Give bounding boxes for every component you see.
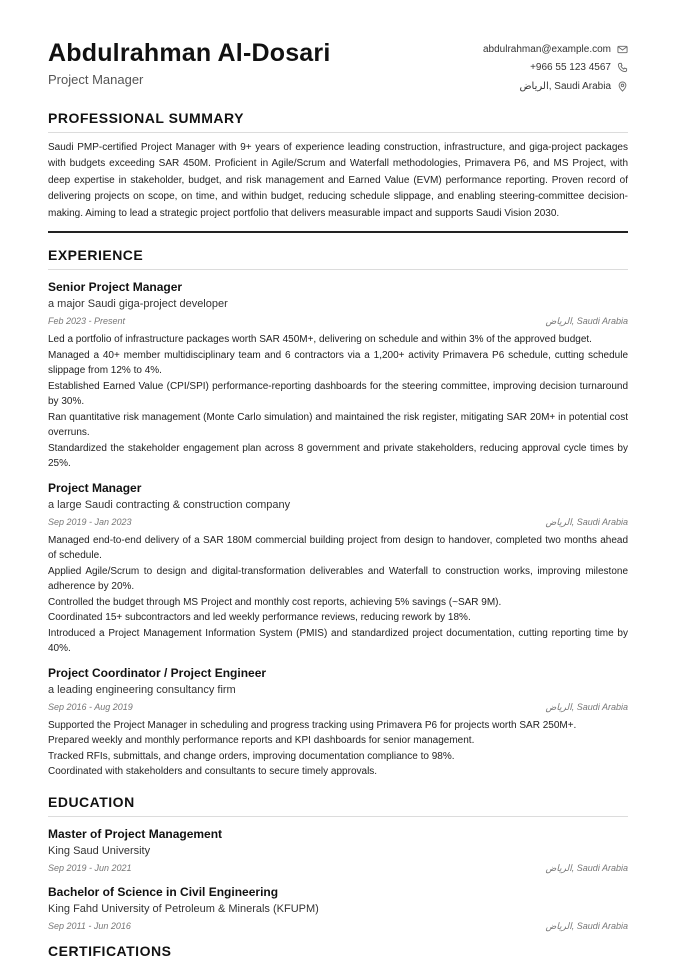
job-organization: a leading engineering consultancy firm <box>48 683 236 696</box>
job-meta <box>48 700 628 714</box>
institution-name: King Saud University <box>48 844 151 857</box>
job-location: الرياض, Saudi Arabia <box>545 516 628 527</box>
education-section <box>48 794 628 933</box>
job-dates: Feb 2023 - Present <box>48 316 126 327</box>
job-bullets <box>48 718 628 780</box>
job-title: Senior Project Manager <box>48 280 183 295</box>
job-bullet: Controlled the budget through MS Project and monthly cost reports, achieving 5% savings (~SAR 9M). <box>48 596 502 608</box>
job-entry <box>48 279 628 472</box>
contact-email[interactable] <box>483 40 628 59</box>
identity-block <box>48 38 330 87</box>
contact-location-text: الرياض, Saudi Arabia <box>519 80 611 92</box>
institution-name: King Fahd University of Petroleum & Minerals (KFUPM) <box>48 902 319 915</box>
contact-phone-text[interactable]: +966 55 123 4567 <box>530 62 611 74</box>
candidate-role: Project Manager <box>48 72 144 87</box>
degree-title: Bachelor of Science in Civil Engineering <box>48 884 279 899</box>
job-bullets <box>48 533 628 657</box>
section-divider <box>48 231 628 233</box>
job-bullet: Introduced a Project Management Information System (PMIS) and standardized project documentation, cutting reporting time by 40%. <box>48 627 628 655</box>
job-bullet: Coordinated 15+ subcontractors and led weekly performance reviews, reducing rework by 18%. <box>48 612 471 624</box>
mail-icon <box>617 44 628 55</box>
location-pin-icon <box>617 81 628 92</box>
job-bullet: Ran quantitative risk management (Monte Carlo simulation) and maintained the risk register, mitigating SAR 20M+ in potential cost overruns. <box>48 411 628 439</box>
job-location: الرياض, Saudi Arabia <box>545 316 628 327</box>
education-meta <box>48 919 628 933</box>
contact-block <box>483 40 628 96</box>
certifications-section <box>48 943 628 965</box>
education-location: الرياض, Saudi Arabia <box>545 920 628 931</box>
job-bullets <box>48 332 628 472</box>
education-location: الرياض, Saudi Arabia <box>545 862 628 873</box>
job-meta <box>48 515 628 529</box>
job-entry <box>48 480 628 657</box>
job-bullet: Coordinated with stakeholders and consultants to secure timely approvals. <box>48 766 378 778</box>
education-dates: Sep 2011 - Jun 2016 <box>48 920 131 931</box>
education-entry <box>48 826 628 875</box>
experience-heading: EXPERIENCE <box>48 247 628 270</box>
job-dates: Sep 2016 - Aug 2019 <box>48 701 133 712</box>
summary-heading: PROFESSIONAL SUMMARY <box>48 110 628 133</box>
job-location: الرياض, Saudi Arabia <box>545 701 628 712</box>
job-title: Project Coordinator / Project Engineer <box>48 665 267 680</box>
education-dates: Sep 2019 - Jun 2021 <box>48 862 132 873</box>
phone-icon <box>617 62 628 73</box>
job-bullet: Managed a 40+ member multidisciplinary team and 6 contractors via a 1,200+ activity Primavera P6 schedule, cutting schedule slippage from 12% to 4%. <box>48 349 628 377</box>
education-heading: EDUCATION <box>48 794 628 817</box>
job-bullet: Established Earned Value (CPI/SPI) performance-reporting dashboards for the steering committee, improving decision turnaround by 30%. <box>48 380 628 408</box>
job-entry <box>48 665 628 780</box>
job-bullet: Led a portfolio of infrastructure packages worth SAR 450M+, delivering on schedule and within 3% of the approved budget. <box>48 334 592 346</box>
job-organization: a large Saudi contracting & construction company <box>48 498 291 511</box>
summary-section <box>48 110 628 234</box>
job-organization: a major Saudi giga-project developer <box>48 298 228 311</box>
candidate-name: Abdulrahman Al-Dosari <box>48 39 331 67</box>
resume-header <box>48 38 628 96</box>
job-bullet: Prepared weekly and monthly performance reports and KPI dashboards for senior management. <box>48 735 475 747</box>
certifications-heading: CERTIFICATIONS <box>48 942 172 959</box>
education-meta <box>48 861 628 875</box>
job-bullet: Applied Agile/Scrum to design and digital-transformation deliverables and Waterfall to construction works, improving milestone adherence by 20%. <box>48 565 628 593</box>
contact-phone[interactable] <box>530 59 628 78</box>
contact-email-text[interactable]: abdulrahman@example.com <box>483 43 611 55</box>
job-bullet: Supported the Project Manager in scheduling and progress tracking using Primavera P6 for projects worth SAR 250M+. <box>48 719 577 731</box>
job-bullet: Standardized the stakeholder engagement plan across 8 government and private stakeholders, reducing approval cycle times by 25%. <box>48 442 628 470</box>
experience-section <box>48 247 628 780</box>
job-dates: Sep 2019 - Jan 2023 <box>48 516 132 527</box>
job-bullet: Managed end-to-end delivery of a SAR 180M commercial building project from design to handover, completed two months ahead of schedule. <box>48 534 628 562</box>
job-meta <box>48 314 628 328</box>
contact-location <box>519 77 628 96</box>
job-bullet: Tracked RFIs, submittals, and change orders, improving documentation compliance to 98%. <box>48 750 455 762</box>
education-entry <box>48 884 628 933</box>
summary-text: Saudi PMP-certified Project Manager with 9+ years of experience leading construction, infrastructure, and giga-project packages with budgets exceeding SAR 450M. Proficient in Agile/Scrum and Waterfall methodologies, Primavera P6, and MS Project, with deep expertise in stakeholder, budget, and risk management and Earned Value (EVM) performance reporting. Proven record of delivering projects on scope, on time, and within budget, reducing schedule slippage, and enabling steering-committee decision-making. Aiming to lead a strategic project portfolio that delivers measurable impact and supports Saudi Vision 2030. <box>48 141 628 219</box>
degree-title: Master of Project Management <box>48 826 223 841</box>
job-title: Project Manager <box>48 480 142 495</box>
